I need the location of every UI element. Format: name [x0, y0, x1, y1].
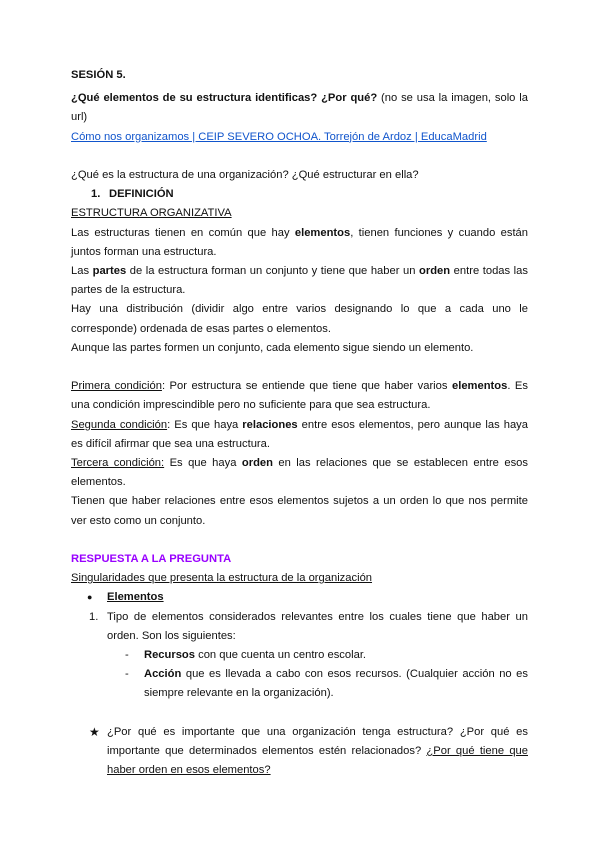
- star-question-item: [71, 723, 528, 781]
- condition-third-label: Tercera condición:: [71, 457, 165, 470]
- main-question: [71, 89, 528, 127]
- numbered-item-marker: 1.: [89, 610, 99, 623]
- section-number: 1.: [91, 188, 101, 201]
- blank-line: [71, 531, 528, 550]
- source-link[interactable]: Cómo nos organizamos | CEIP SEVERO OCHOA. Torrejón de Ardoz | EducaMadrid: [71, 130, 487, 143]
- session-title: SESIÓN 5.: [71, 69, 126, 81]
- answer-heading: RESPUESTA A LA PREGUNTA: [71, 553, 232, 566]
- singularities-heading: Singularidades que presenta la estructura de la organización: [71, 572, 373, 585]
- singularities-line: [71, 569, 528, 588]
- dash-marker: -: [125, 668, 129, 681]
- main-question-bold: ¿Qué elementos de su estructura identificas? ¿Por qué?: [71, 92, 378, 105]
- paragraph-partes: Las partes de la estructura forman un conjunto y tiene que haber un orden entre todas las partes de la estructura.: [71, 265, 528, 297]
- numbered-item-text: Tipo de elementos considerados relevantes entre los cuales tiene que haber un orden. Son los siguientes:: [107, 610, 528, 642]
- condition-first-label: Primera condición: [71, 380, 162, 393]
- bullet-dot-icon: ●: [87, 592, 93, 603]
- sub-item-recursos-text: Recursos con que cuenta un centro escolar.: [144, 649, 367, 662]
- bullet-elementos-label: Elementos: [107, 591, 164, 604]
- sub-item-accion: [71, 665, 528, 703]
- document-page: [71, 66, 528, 780]
- condition-second: Segunda condición: Es que haya relaciones entre esos elementos, pero aunque las haya es difícil afirmar que sea una estructura.: [71, 418, 528, 450]
- bullet-elementos: [71, 588, 528, 607]
- section-title: DEFINICIÓN: [109, 188, 174, 201]
- source-link-line: [71, 128, 528, 147]
- sub-item-accion-text: Acción que es llevada a cabo con esos recursos. (Cualquier acción no es siempre relevante en la organización).: [144, 668, 528, 700]
- subheading-line: [71, 204, 528, 223]
- condition-first: Primera condición: Por estructura se entiende que tiene que haber varios elementos. Es una condición imprescindible pero no suficiente para que sea estructura.: [71, 380, 528, 412]
- numbered-item-1: [71, 608, 528, 646]
- star-question-underlined: ¿Por qué tiene que haber orden en esos elementos?: [107, 744, 528, 777]
- paragraph-elementos: Las estructuras tienen en común que hay elementos, tienen funciones y cuando están juntos forman una estructura.: [71, 226, 528, 258]
- paragraph-conjunto: Aunque las partes formen un conjunto, cada elemento sigue siendo un elemento.: [71, 341, 474, 354]
- intro-question: ¿Qué es la estructura de una organización? ¿Qué estructurar en ella?: [71, 169, 419, 181]
- blank-line: [71, 358, 528, 377]
- main-question-note: (no se usa la imagen, solo la url): [71, 92, 528, 124]
- sub-item-recursos: [71, 646, 528, 665]
- section-heading-definicion: [71, 185, 528, 204]
- blank-line: [71, 147, 528, 166]
- condition-second-label: Segunda condición: [71, 418, 168, 431]
- star-question-text: ¿Por qué es importante que una organización tenga estructura? ¿Por qué es importante que determinados elementos estén relacionados? ¿Por qué tiene que haber orden en esos elementos?: [107, 725, 528, 777]
- condition-third: Tercera condición: Es que haya orden en las relaciones que se establecen entre esos elementos.: [71, 457, 528, 489]
- star-icon: ★: [89, 724, 100, 739]
- paragraph-relaciones: Tienen que haber relaciones entre esos elementos sujetos a un orden lo que nos permite ver esto como un conjunto.: [71, 495, 528, 527]
- dash-marker: -: [125, 649, 129, 662]
- subheading-estructura: ESTRUCTURA ORGANIZATIVA: [71, 207, 232, 220]
- paragraph-distribucion: Hay una distribución (dividir algo entre varios designando lo que a cada uno le corresponde) ordenada de esas partes o elementos.: [71, 303, 528, 335]
